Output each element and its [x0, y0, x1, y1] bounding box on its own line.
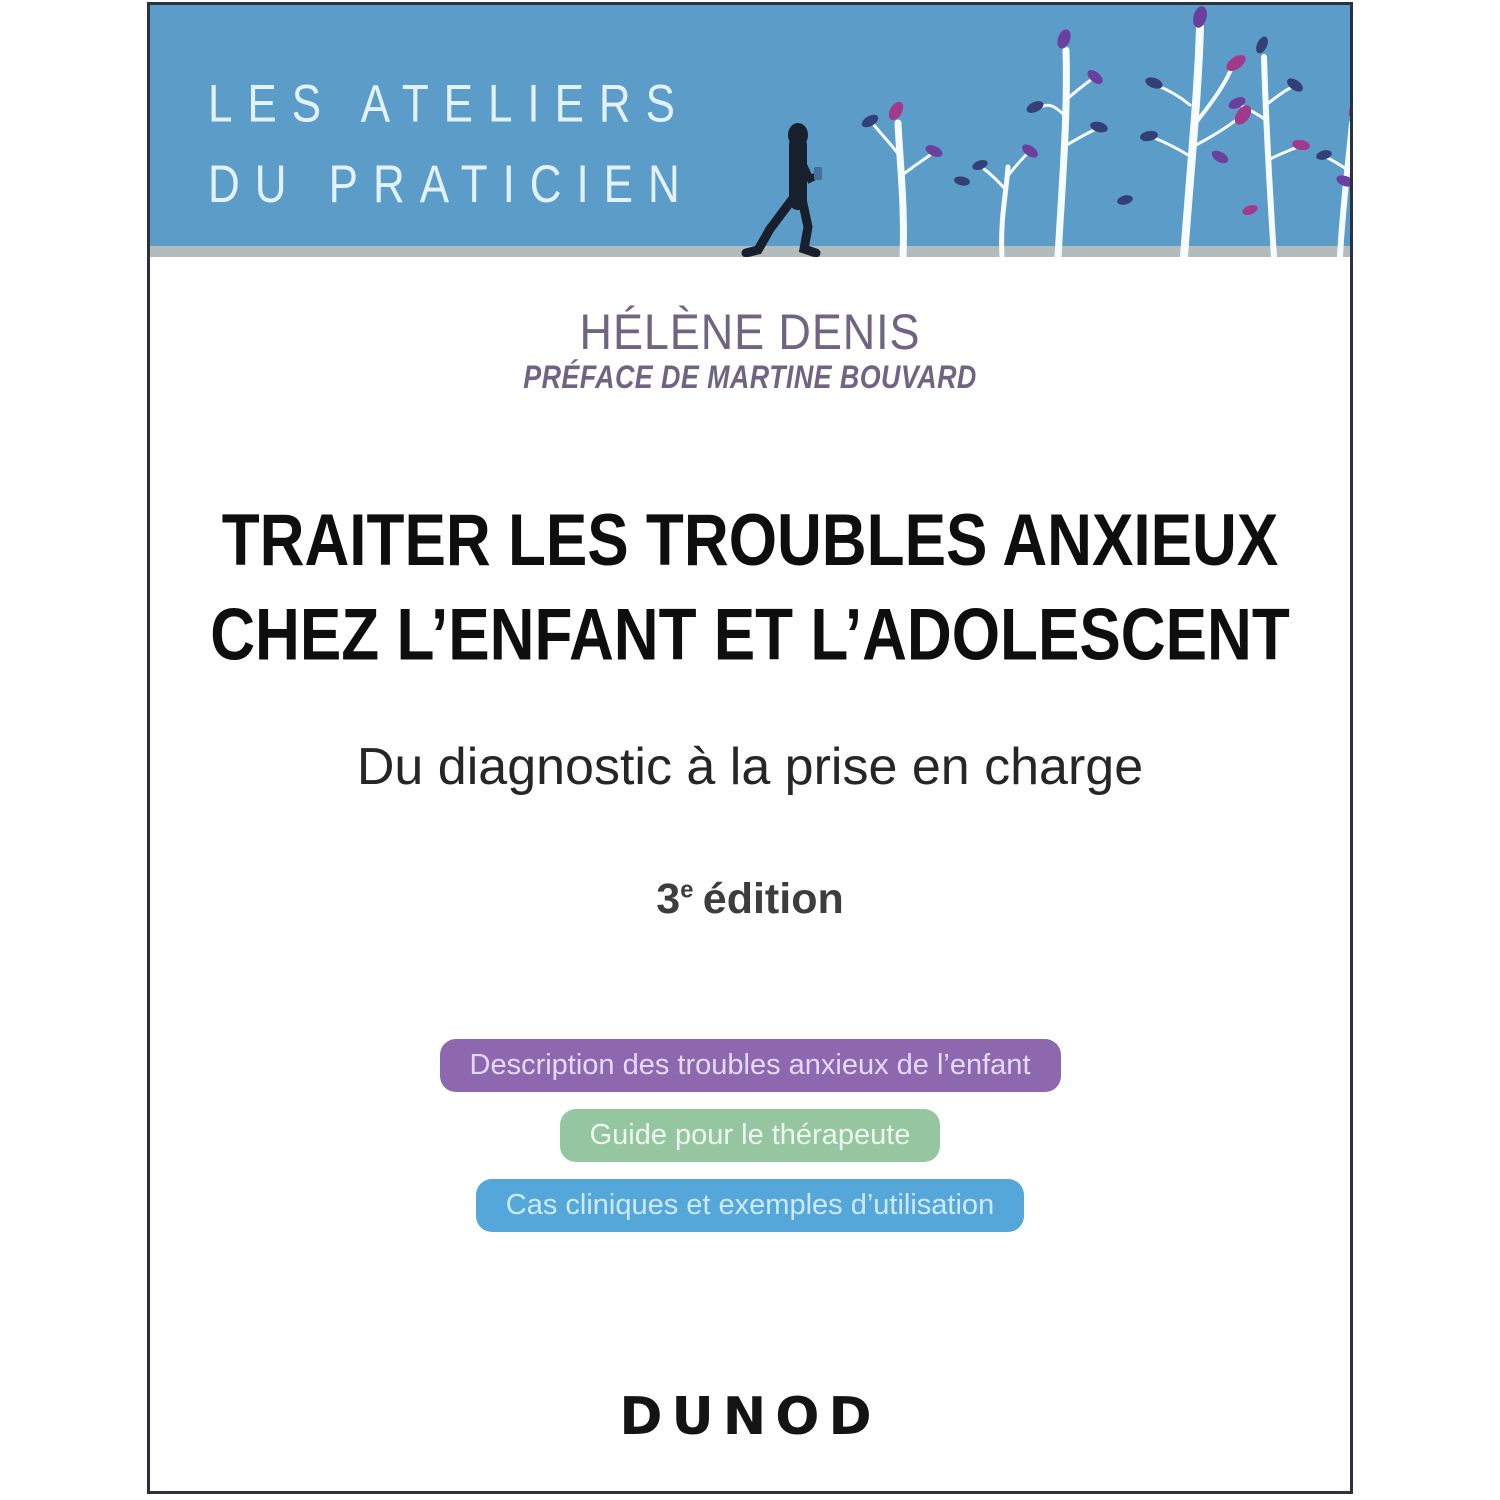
edition-number: 3 [656, 875, 681, 923]
publisher-logo: DUNOD [619, 1387, 881, 1447]
badge-cas-cliniques: Cas cliniques et exemples d’utilisation [476, 1179, 1024, 1232]
collection-banner [150, 5, 1350, 257]
collection-title-line1: LES ATELIERS [208, 73, 690, 133]
collection-title [208, 63, 695, 224]
preface-credit: PRÉFACE DE MARTINE BOUVARD [523, 359, 977, 395]
book-title-line1: TRAITER LES TROUBLES ANXIEUX [221, 498, 1279, 581]
edition-word: édition [702, 875, 844, 923]
leaves-icon [860, 5, 1350, 217]
edition-ordinal-suffix: e [680, 877, 694, 904]
book-cover [147, 2, 1353, 1494]
walking-person-silhouette-icon [746, 123, 822, 253]
badge-guide-therapeute: Guide pour le thérapeute [560, 1109, 941, 1162]
author-name: HÉLÈNE DENIS [579, 304, 921, 360]
trees-icon [874, 27, 1350, 257]
edition-label [150, 875, 1350, 924]
topic-badges [150, 1039, 1350, 1232]
badge-description-troubles: Description des troubles anxieux de l’enfant [440, 1039, 1061, 1092]
book-title-line2: CHEZ L’ENFANT ET L’ADOLESCENT [210, 593, 1290, 676]
collection-title-line2: DU PRATICIEN [208, 154, 695, 214]
book-subtitle: Du diagnostic à la prise en charge [356, 738, 1144, 796]
book-title [168, 493, 1332, 683]
